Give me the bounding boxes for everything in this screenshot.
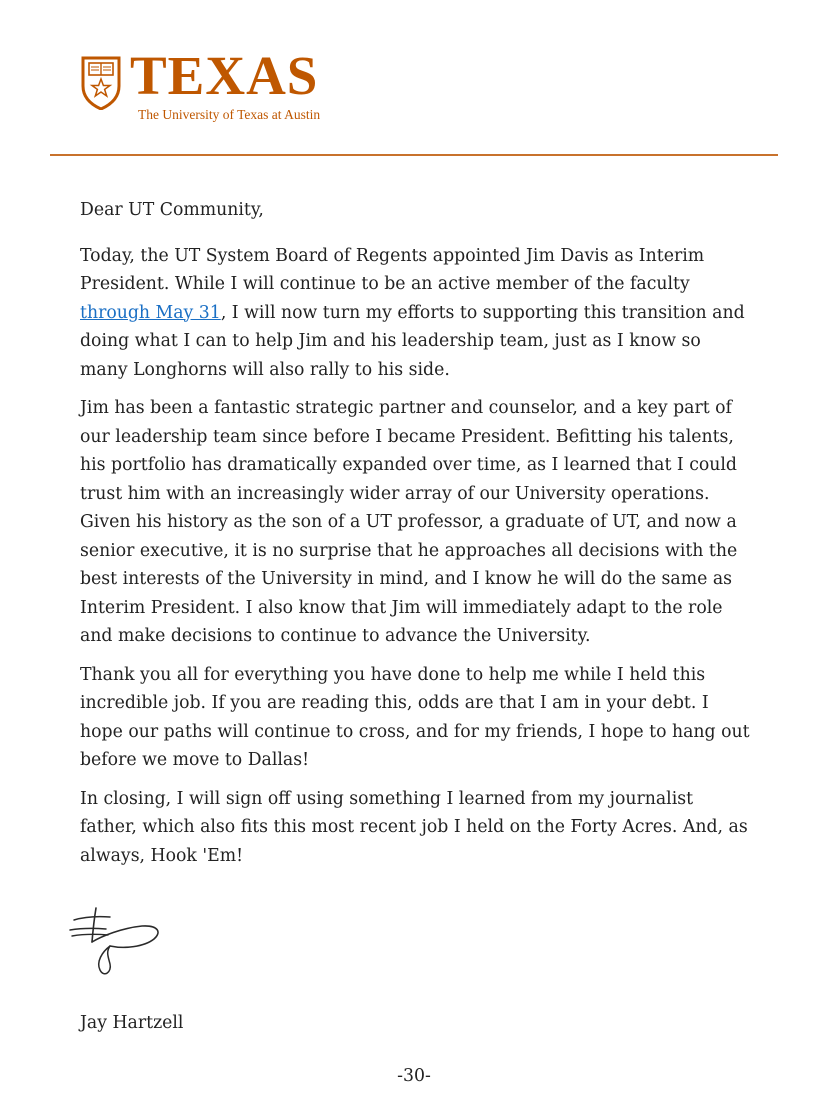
- texas-wordmark: TEXAS: [130, 45, 319, 106]
- ut-seal-icon: [80, 56, 122, 110]
- signer-name: Jay Hartzell: [80, 1013, 184, 1033]
- page-number: -30-: [397, 1066, 431, 1086]
- paragraph-3: Thank you all for everything you have done to help me while I held this incredible job. If you are reading this, odds are that I am in your debt. I hope our paths will continue to cross, and for my friends, I hope to hang out before we move to Dallas!: [80, 664, 750, 770]
- through-may-31-link[interactable]: through May 31: [80, 302, 221, 323]
- paragraph-1-start: Today, the UT System Board of Regents appointed Jim Davis as Interim President. While I will continue to be an active member of the faculty: [80, 245, 705, 294]
- header-divider: [50, 154, 778, 156]
- paragraph-1: [80, 242, 750, 385]
- paragraph-2: Jim has been a fantastic strategic partner and counselor, and a key part of our leadership team since before I became President. Befitting his talents, his portfolio has dramatically expanded over time, as I learned that I could trust him with an increasingly wider array of our University operations. Given his history as the son of a UT professor, a graduate of UT, and now a senior executive, it is no surprise that he approaches all decisions with the best interests of the University in mind, and I know he will do the same as Interim President. I also know that Jim will immediately adapt to the role and make decisions to continue to advance the University.: [80, 398, 738, 646]
- paragraph-1-end: , I will now turn my efforts to supporting this transition and doing what I can to help Jim and his leadership team, just as I know so many Longhorns will also rally to his side.: [80, 302, 745, 380]
- ut-logo: [80, 45, 330, 132]
- letter-body: [80, 196, 750, 880]
- salutation: Dear UT Community,: [80, 200, 264, 220]
- university-tagline: The University of Texas at Austin: [138, 107, 321, 122]
- signature-image: [66, 906, 166, 978]
- paragraph-4: In closing, I will sign off using something I learned from my journalist father, which also fits this most recent job I held on the Forty Acres. And, as always, Hook 'Em!: [80, 788, 748, 866]
